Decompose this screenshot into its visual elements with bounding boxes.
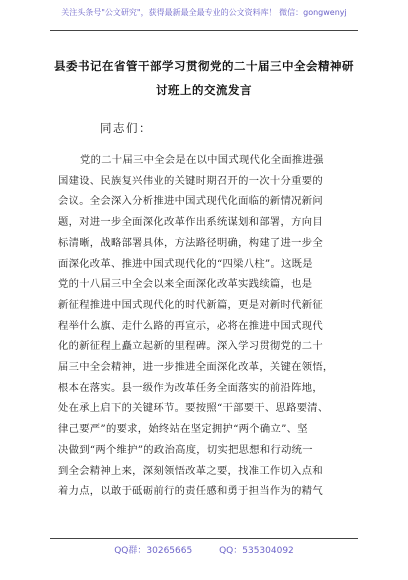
body-line: 会议。全会深入分析推进中国式现代化面临的新情况新问 [58,195,323,208]
footer [0,543,408,556]
body-paragraph [58,150,354,502]
footer-qq: QQ：535304092 [219,546,294,556]
body-line: 着力点，以敢于砥砺前行的责任感和勇于担当作为的精气 [58,485,323,498]
body-line: 化的新征程上矗立起新的里程碑。深入学习贯彻党的二十 [58,340,323,353]
greeting: 同志们： [100,121,152,135]
body-line: 律己要严”的要求，始终站在坚定拥护“两个确立”、坚 [58,423,308,436]
body-line: 标清晰，战略部署具体，方法路径明确，构建了进一步全 [58,236,323,249]
document-title-line2: 讨班上的交流发言 [156,83,252,97]
body-line: 题，对进一步全面深化改革作出系统谋划和部署，方向目 [58,216,323,229]
body-line: 根本在落实。县一级作为改革任务全面落实的前沿阵地， [58,381,323,394]
body-line: 到全会精神上来，深刻领悟改革之要，找准工作切入点和 [58,464,323,477]
body-line: 党的十八届三中全会以来全面深化改革实践续篇，也是 [58,278,313,291]
body-line: 决做到“两个维护”的政治高度，切实把思想和行动统一 [58,443,313,456]
body-line: 新征程推进中国式现代化的时代新篇，更是对新时代新征 [58,298,323,311]
body-line: 届三中全会精神，进一步推进全面深化改革，关键在领悟， [58,361,334,374]
footer-divider [50,538,358,539]
header-divider [50,30,358,31]
top-banner [0,0,408,40]
document-title-line1: 县委书记在省管干部学习贯彻党的二十届三中全会精神研 [54,59,354,73]
footer-qq-group: QQ群：30265665 [114,546,193,556]
body-line: 程举什么旗、走什么路的再宣示，必将在推进中国式现代 [58,319,323,332]
banner-text: 关注头条号"公文研究"，获得最新最全最专业的公文资料库！ 微信：gongwenyj [61,8,347,17]
body-line: 党的二十届三中全会是在以中国式现代化全面推进强 [80,154,324,166]
body-line: 国建设、民族复兴伟业的关键时期召开的一次十分重要的 [58,174,323,187]
body-line: 处在承上启下的关键环节。要按照“干部要干、思路要清、 [58,402,329,415]
body-line: 面深化改革、推进中国式现代化的“四梁八柱”。这既是 [58,257,313,270]
